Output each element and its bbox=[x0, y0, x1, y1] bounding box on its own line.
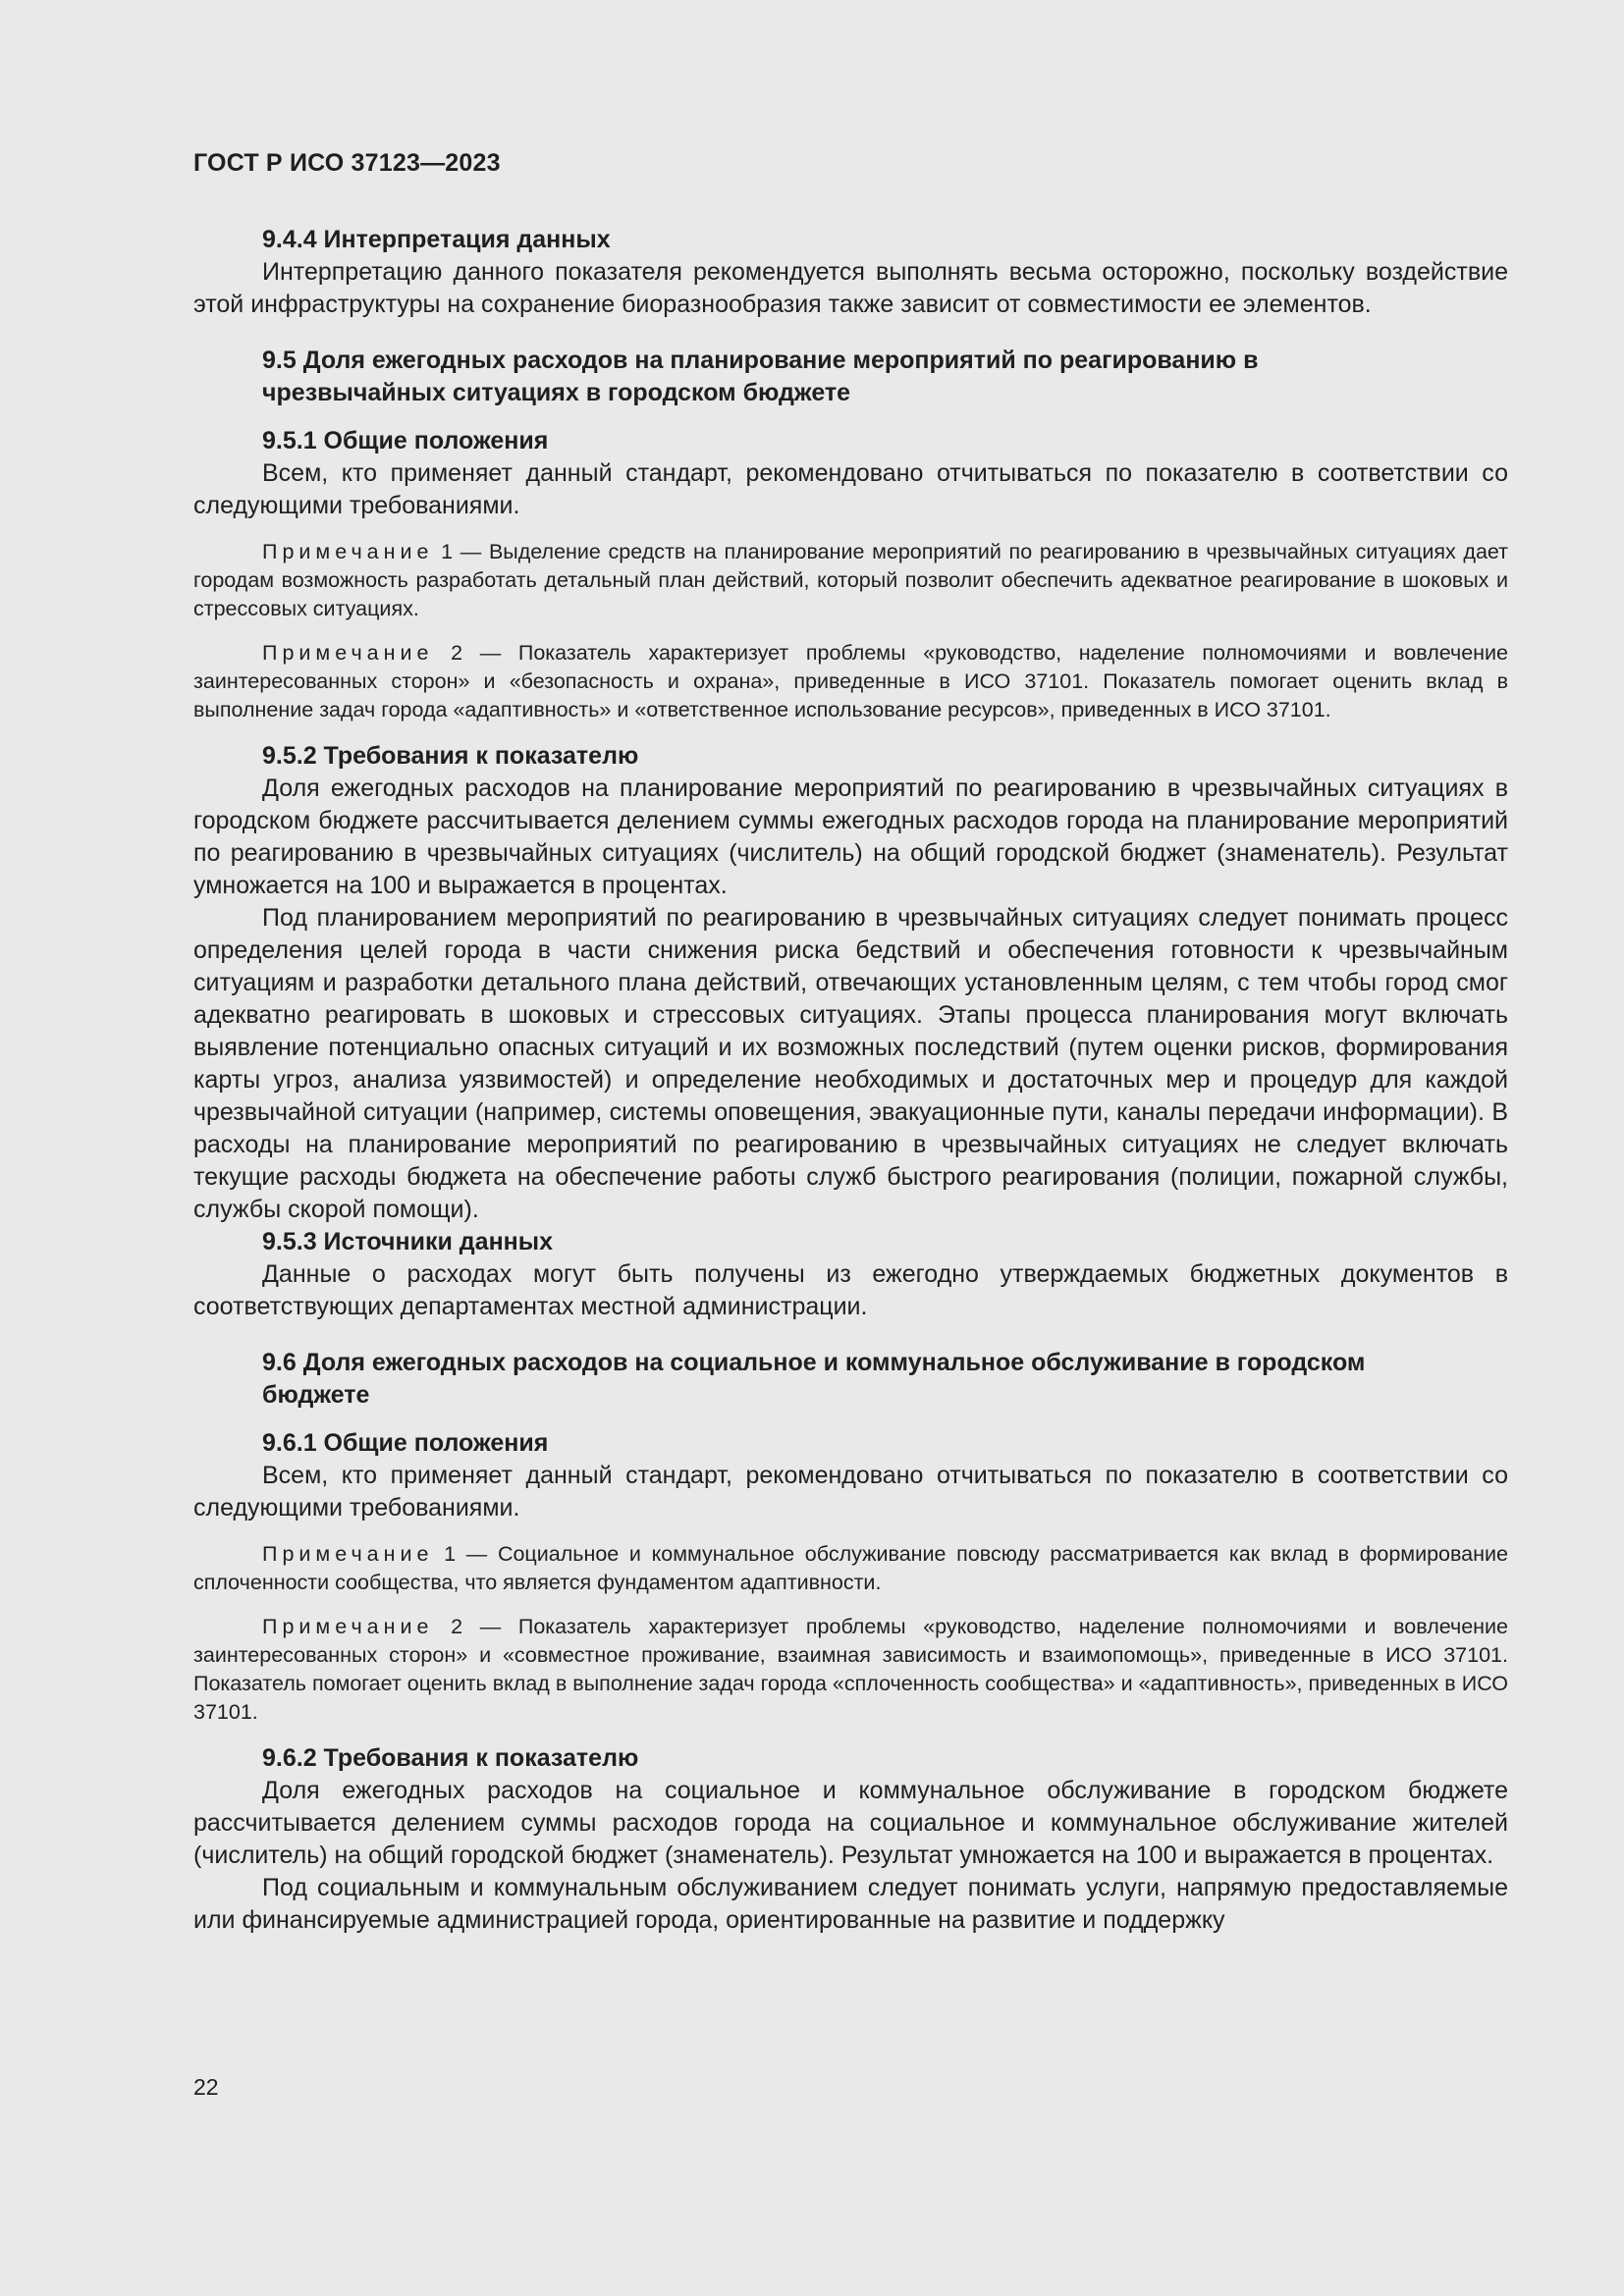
paragraph: Под планированием мероприятий по реагированию в чрезвычайных ситуациях следует понимать процесс определения целей города в части снижения риска бедствий и обеспечения готовности к чрезвычайным ситуациям и разработки детального плана действий, отвечающих установленным целям, с тем чтобы город смог адекватно реагировать в шоковых и стрессовых ситуациях. Этапы процесса планирования могут включать выявление потенциально опасных ситуаций и их возможных последствий (путем оценки рисков, формирования карты угроз, анализа уязвимостей) и определение необходимых и достаточных мер и процедур для каждой чрезвычайной ситуации (например, системы оповещения, эвакуационные пути, каналы передачи информации). В расходы на планирование мероприятий по реагированию в чрезвычайных ситуациях не следует включать текущие расходы бюджета на обеспечение работы служб быстрого реагирования (полиции, пожарной службы, службы скорой помощи). bbox=[193, 904, 1508, 1223]
note-1 bbox=[193, 1540, 1508, 1597]
section-heading-9-5: 9.5 Доля ежегодных расходов на планирование мероприятий по реагированию в чрезвычайных ситуациях в городском бюджете bbox=[262, 347, 1259, 406]
running-header: ГОСТ Р ИСО 37123—2023 bbox=[193, 149, 501, 177]
section-heading-9-6-1: 9.6.1 Общие положения bbox=[262, 1429, 549, 1457]
note-text: 1 — Социальное и коммунальное обслуживание повсюду рассматривается как вклад в формирование сплоченности сообщества, что является фундаментом адаптивности. bbox=[193, 1542, 1508, 1594]
note-label: Примечание bbox=[262, 1615, 434, 1638]
section-heading-9-5-2: 9.5.2 Требования к показателю bbox=[262, 742, 639, 770]
note-text: 2 — Показатель характеризует проблемы «руководство, наделение полномочиями и вовлечение заинтересованных сторон» и «безопасность и охрана», приведенные в ИСО 37101. Показатель помогает оценить вклад в выполнение задач города «адаптивность» и «ответственное использование ресурсов», приведенных в ИСО 37101. bbox=[193, 641, 1508, 721]
section-heading-9-4-4: 9.4.4 Интерпретация данных bbox=[262, 226, 611, 253]
paragraph: Интерпретацию данного показателя рекомендуется выполнять весьма осторожно, поскольку воздействие этой инфраструктуры на сохранение биоразнообразия также зависит от совместимости ее элементов. bbox=[193, 258, 1508, 318]
note-1 bbox=[193, 538, 1508, 623]
section-heading-9-6: 9.6 Доля ежегодных расходов на социальное и коммунальное обслуживание в городском бюджете bbox=[262, 1349, 1366, 1409]
section-heading-9-6-2: 9.6.2 Требования к показателю bbox=[262, 1744, 639, 1772]
note-2 bbox=[193, 1613, 1508, 1727]
note-label: Примечание bbox=[262, 1542, 434, 1566]
paragraph: Всем, кто применяет данный стандарт, рекомендовано отчитываться по показателю в соответствии со следующими требованиями. bbox=[193, 459, 1508, 519]
page-number: 22 bbox=[193, 2074, 219, 2100]
note-label: Примечание bbox=[262, 641, 434, 665]
section-heading-9-5-1: 9.5.1 Общие положения bbox=[262, 427, 549, 454]
note-text: 2 — Показатель характеризует проблемы «руководство, наделение полномочиями и вовлечение заинтересованных сторон» и «совместное проживание, взаимная зависимость и взаимопомощь», приведенные в ИСО 37101. Показатель помогает оценить вклад в выполнение задач города «сплоченность сообщества» и «адаптивность», приведенных в ИСО 37101. bbox=[193, 1615, 1508, 1724]
paragraph: Данные о расходах могут быть получены из ежегодно утверждаемых бюджетных документов в соответствующих департаментах местной администрации. bbox=[193, 1260, 1508, 1320]
document-page bbox=[193, 0, 1508, 2296]
paragraph: Доля ежегодных расходов на социальное и коммунальное обслуживание в городском бюджете рассчитывается делением суммы расходов города на социальное и коммунальное обслуживание жителей (числитель) на общий городской бюджет (знаменатель). Результат умножается на 100 и выражается в процентах. bbox=[193, 1777, 1508, 1869]
section-heading-9-5-3: 9.5.3 Источники данных bbox=[262, 1228, 554, 1255]
paragraph: Всем, кто применяет данный стандарт, рекомендовано отчитываться по показателю в соответствии со следующими требованиями. bbox=[193, 1462, 1508, 1522]
note-text: 1 — Выделение средств на планирование мероприятий по реагированию в чрезвычайных ситуациях дает городам возможность разработать детальный план действий, который позволит обеспечить адекватное реагирование в шоковых и стрессовых ситуациях. bbox=[193, 540, 1508, 620]
page-content bbox=[193, 224, 1508, 1937]
note-label: Примечание bbox=[262, 540, 434, 563]
paragraph: Под социальным и коммунальным обслуживанием следует понимать услуги, напрямую предоставляемые или финансируемые администрацией города, ориентированные на развитие и поддержку bbox=[193, 1874, 1508, 1934]
note-2 bbox=[193, 639, 1508, 724]
paragraph: Доля ежегодных расходов на планирование мероприятий по реагированию в чрезвычайных ситуациях в городском бюджете рассчитывается делением суммы ежегодных расходов города на планирование мероприятий по реагированию в чрезвычайных ситуациях (числитель) на общий городской бюджет (знаменатель). Результат умножается на 100 и выражается в процентах. bbox=[193, 774, 1508, 899]
